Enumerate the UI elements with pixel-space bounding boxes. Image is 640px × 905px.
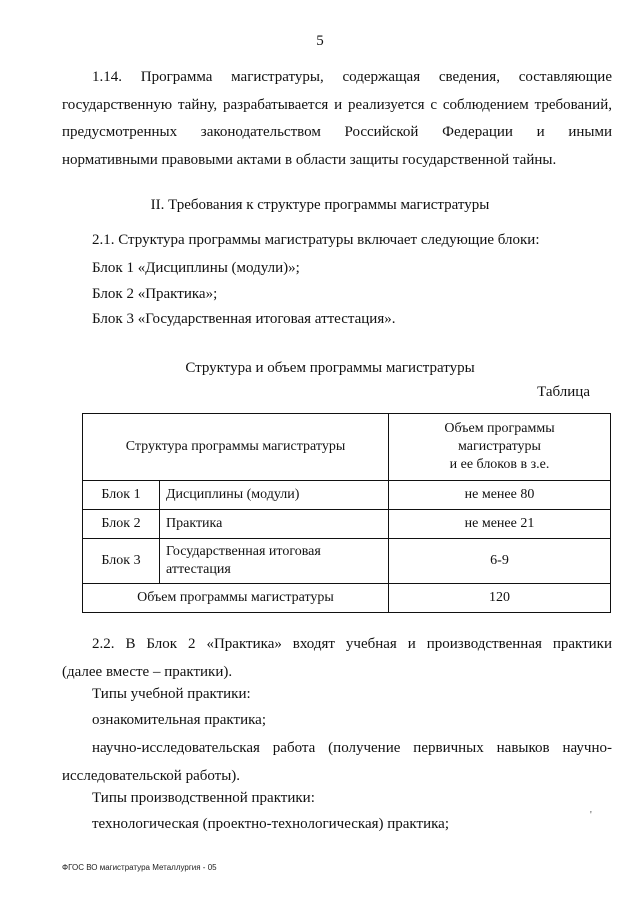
paragraph-1-14	[62, 64, 612, 174]
paragraph-line: государственную тайну, разрабатывается и реализуется с соблюдением требований,	[62, 96, 612, 113]
block-item-1: Блок 1 «Дисциплины (модули)»;	[92, 260, 300, 276]
section-heading: II. Требования к структуре программы магистратуры	[150, 197, 490, 213]
table-label: Таблица	[537, 384, 590, 400]
study-type-item-2	[62, 735, 612, 790]
block-name-cell	[160, 539, 389, 584]
block-name-cell: Практика	[160, 510, 389, 539]
page-number: 5	[316, 33, 324, 49]
table-total-row	[83, 584, 611, 613]
paragraph-line: научно-исследовательская работа (получение первичных навыков научно-	[92, 740, 612, 756]
block-name-cell: Дисциплины (модули)	[160, 481, 389, 510]
footer-note: ФГОС ВО магистратура Металлургия - 05	[62, 863, 217, 872]
paragraph-line: 2.2. В Блок 2 «Практика» входят учебная и производственная практики	[92, 636, 612, 652]
header-volume-line: и ее блоков в з.е.	[449, 457, 550, 472]
prod-type-item: технологическая (проектно-технологическая) практика;	[92, 816, 449, 832]
paragraph-2-2	[62, 631, 612, 686]
header-volume-line: магистратуры	[458, 439, 541, 454]
margin-mark: '	[590, 810, 592, 821]
structure-table	[82, 413, 611, 613]
study-type-item: ознакомительная практика;	[92, 712, 266, 728]
header-structure-cell: Структура программы магистратуры	[83, 414, 389, 481]
block-name-line: аттестация	[166, 562, 231, 577]
block-cell: Блок 1	[83, 481, 160, 510]
block-cell: Блок 3	[83, 539, 160, 584]
total-value-cell: 120	[389, 584, 611, 613]
paragraph-2-1: 2.1. Структура программы магистратуры включает следующие блоки:	[92, 232, 540, 248]
paragraph-line: 1.14. Программа магистратуры, содержащая сведения, составляющие	[92, 69, 612, 85]
total-label-cell: Объем программы магистратуры	[83, 584, 389, 613]
table-header-row	[83, 414, 611, 481]
block-cell: Блок 2	[83, 510, 160, 539]
table-row	[83, 481, 611, 510]
header-volume-cell	[389, 414, 611, 481]
table-title: Структура и объем программы магистратуры	[185, 360, 475, 376]
table-row	[83, 510, 611, 539]
block-volume-cell: не менее 80	[389, 481, 611, 510]
study-types-title: Типы учебной практики:	[92, 686, 251, 702]
table-row	[83, 539, 611, 584]
paragraph-line: исследовательской работы).	[62, 767, 241, 784]
block-name-line: Государственная итоговая	[166, 544, 321, 559]
paragraph-line: предусмотренных законодательством Российской Федерации и иными	[62, 124, 612, 140]
block-volume-cell: 6-9	[389, 539, 611, 584]
block-item-3: Блок 3 «Государственная итоговая аттестация».	[92, 311, 396, 327]
block-volume-cell: не менее 21	[389, 510, 611, 539]
paragraph-line: (далее вместе – практики).	[62, 663, 233, 680]
prod-types-title: Типы производственной практики:	[92, 790, 315, 806]
header-volume-line: Объем программы	[444, 421, 555, 436]
paragraph-line: нормативными правовыми актами в области защиты государственной тайны.	[62, 151, 557, 168]
block-item-2: Блок 2 «Практика»;	[92, 286, 218, 302]
